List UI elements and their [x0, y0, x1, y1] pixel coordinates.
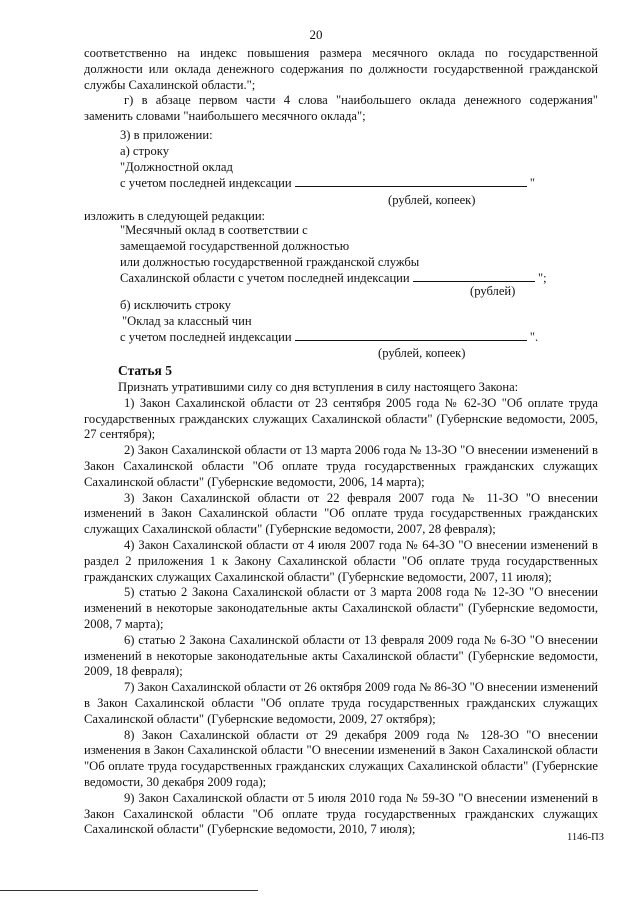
repealed-item-6: 6) статью 2 Закона Сахалинской области от 13 февраля 2009 года № 6-ЗО "О внесении изменений в некоторые законодательные акты Сахалинской области" (Губернские ведомости, 2009, 18 февраля); — [84, 632, 598, 679]
article-title: Статья 5 — [118, 363, 172, 378]
new-row-line-3: или должностью государственной гражданской службы — [120, 255, 420, 269]
old-row-line-1: "Должностной оклад — [120, 160, 233, 174]
class-row-line-2 — [120, 329, 538, 345]
new-row-line-1: "Месячный оклад в соответствии с — [120, 223, 308, 237]
new-row-text: Сахалинской области с учетом последней индексации — [120, 271, 410, 285]
bottom-rule — [0, 890, 258, 891]
intro-paragraph-1: соответственно на индекс повышения размера месячного оклада по государственной должности или оклада денежного содержания по должности государственной гражданской службы Сахалинской области."; — [84, 46, 598, 92]
blank-line — [413, 270, 535, 282]
article-body — [84, 380, 598, 838]
old-row-line-2 — [120, 175, 535, 191]
repealed-item-2: 2) Закон Сахалинской области от 13 марта 2006 года № 13-ЗО "О внесении изменений в Закон Сахалинской области "Об оплате труда государственных гражданских служащих Сахалинской области" (Губернские ведомости, 2006, 14 марта); — [84, 443, 598, 489]
repealed-item-9: 9) Закон Сахалинской области от 5 июля 2010 года № 59-ЗО "О внесении изменений в Закон Сахалинской области "Об оплате труда государственных гражданских служащих Сахалинской области" (Губернские ведомости, 2010, 7 июля); — [84, 790, 598, 837]
new-row-line-2: замещаемой государственной должностью — [120, 239, 350, 253]
old-row-unit: (рублей, копеек) — [388, 193, 476, 207]
page-number: 20 — [309, 27, 323, 42]
old-row-text: с учетом последней индексации — [120, 176, 292, 190]
repealed-item-8: 8) Закон Сахалинской области от 29 декабря 2009 года № 128-ЗО "О внесении изменения в Закон Сахалинской области "О внесении изменений в Закон Сахалинской области "Об оплате труда государственных гражданских служащих Сахалинской области" (Губернские ведомости, 30 декабря 2009 года); — [84, 727, 598, 789]
new-row-unit: (рублей) — [470, 284, 516, 298]
state-intro: изложить в следующей редакции: — [84, 209, 266, 223]
blank-line — [295, 329, 527, 341]
annex-subitem-b: б) исключить строку — [120, 298, 231, 312]
new-row-end-quote: "; — [537, 271, 547, 285]
class-row-line-1: "Оклад за классный чин — [122, 314, 252, 328]
repealed-item-4: 4) Закон Сахалинской области от 4 июля 2007 года № 64-ЗО "О внесении изменений в раздел 2 приложения 1 к Закону Сахалинской области "Об оплате труда государственных гражданских служащих Сахалинской области" (Губернские ведомости, 2007, 11 июля); — [84, 537, 598, 584]
blank-line — [295, 175, 527, 187]
article-intro: Признать утратившими силу со дня вступления в силу настоящего Закона: — [118, 380, 519, 394]
old-row-end-quote: " — [529, 176, 536, 190]
class-row-text: с учетом последней индексации — [120, 330, 292, 344]
repealed-item-7: 7) Закон Сахалинской области от 26 октября 2009 года № 86-ЗО "О внесении изменений в Закон Сахалинской области "Об оплате труда государственных гражданских служащих Сахалинской области" (Губернские ведомости, 2009, 27 октября); — [84, 680, 598, 726]
intro-paragraph-2: г) в абзаце первом части 4 слова "наибольшего оклада денежного содержания" заменить словами "наибольшего месячного оклада"; — [84, 93, 598, 124]
annex-item-3: 3) в приложении: — [120, 128, 213, 142]
class-row-end-quote: ". — [529, 330, 539, 344]
document-code: 1146-ПЗ — [567, 832, 604, 843]
repealed-item-1: 1) Закон Сахалинской области от 23 сентября 2005 года № 62-ЗО "Об оплате труда государственных гражданских служащих Сахалинской области" (Губернские ведомости, 2005, 27 сентября); — [84, 395, 598, 442]
annex-subitem-a: а) строку — [120, 144, 170, 158]
repealed-item-3: 3) Закон Сахалинской области от 22 февраля 2007 года № 11-ЗО "О внесении изменений в Закон Сахалинской области "Об оплате труда государственных гражданских служащих Сахалинской области" (Губернские ведомости, 2007, 28 февраля); — [84, 490, 598, 537]
repealed-item-5: 5) статью 2 Закона Сахалинской области от 3 марта 2008 года № 12-ЗО "О внесении изменений в некоторые законодательные акты Сахалинской области" (Губернские ведомости, 2008, 7 марта); — [84, 585, 598, 631]
intro-block — [84, 46, 598, 125]
class-row-unit: (рублей, копеек) — [378, 346, 466, 360]
